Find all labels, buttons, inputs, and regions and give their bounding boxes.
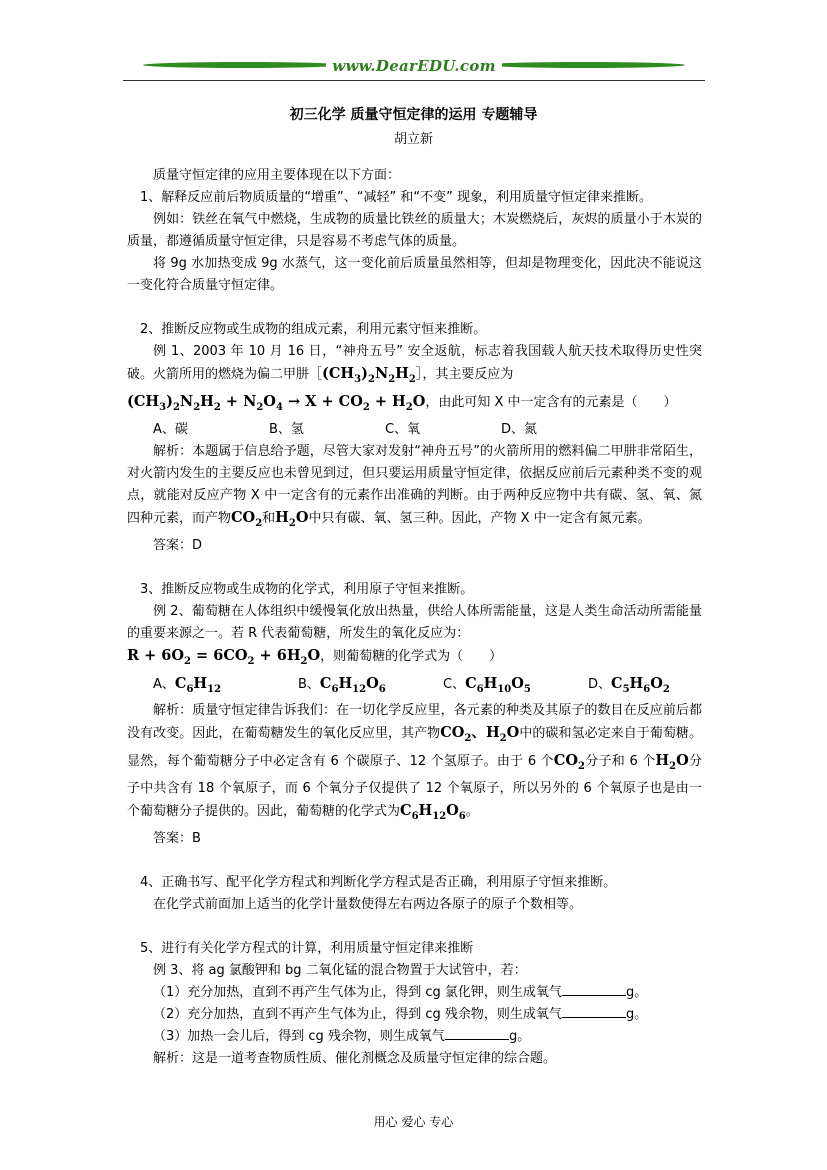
intro: 质量守恒定律的应用主要体现在以下方面： (153, 168, 401, 183)
section-3-heading: 3、推断反应物或生成物的化学式，利用原子守恒来推断。 (140, 581, 474, 597)
option-d: D、氮 (501, 421, 538, 437)
author: 胡立新 (393, 132, 433, 147)
section-3-options (127, 673, 702, 701)
document-body (127, 165, 702, 1070)
option-c: C、氧 (385, 421, 421, 437)
header-rule (123, 80, 705, 81)
page-footer: 用心 爱心 专心 (373, 1115, 454, 1129)
option-d: D、$C_5H_6O_2$ (588, 674, 670, 695)
option-a: A、$C_6H_{12}$ (153, 674, 222, 695)
option-b: B、氢 (269, 421, 304, 437)
formula-reaction-1: $(CH_3)_2N_2H_2 + N_2O_4 \to X + CO_2 + H_2O$ (127, 392, 426, 413)
section-3-example: 例 2、葡萄糖在人体组织中缓慢氧化放出热量，供给人体所需能量，这是人类生命活动所需能量的重要来源之一。若 R 代表葡萄糖，所发生的氧化反应为： $R + 6O_2 = 6CO_2 + 6H_2O$，则葡萄糖的化学式为（ ） (127, 603, 702, 667)
section-2-heading: 2、推断反应物或生成物的组成元素，利用元素守恒来推断。 (140, 322, 487, 337)
section-1-heading: 1、解释反应前后物质质量的“增重”、“减轻” 和“不变” 现象，利用质量守恒定律来推断。 (140, 190, 652, 205)
question-2: （2）充分加热，直到不再产生气体为止，得到 cg 残余物，则生成氧气 g。 (127, 1004, 702, 1026)
section-5-example: 例 3、将 ag 氯酸钾和 bg 二氧化锰的混合物置于大试管中，若： (153, 963, 527, 979)
answer-blank[interactable] (562, 1004, 626, 1018)
section-3-analysis: 解析：质量守恒定律告诉我们：在一切化学反应里，各元素的种类及其原子的数目在反应前后都没有改变。因此，在葡萄糖发生的氧化反应里，其产物$CO_2$、$H_2O$中的碳和氢必定来自于葡萄糖。显然，每个葡萄糖分子中必定含有 6 个碳原子、12 个氢原子。由于 6 个$CO_2$分子和 6 个$H_2O$分子中共含有 18 个氧原子，而 6 个氧分子仅提供了 12 个氧原子，所以另外的 6 个氧原子也是由一个葡萄糖分子提供的。因此，葡萄糖的化学式为$C_6H_{12}O_6$。 (127, 703, 702, 823)
brand-logo: www.DearEDU.com (123, 57, 705, 75)
question-1: （1）充分加热，直到不再产生气体为止，得到 cg 氯化钾，则生成氧气 g。 (127, 982, 702, 1004)
answer-blank[interactable] (562, 982, 626, 996)
option-b: B、$C_6H_{12}O_6$ (298, 674, 386, 695)
section-2-options (127, 419, 702, 441)
section-5-analysis: 解析：这是一道考查物质性质、催化剂概念及质量守恒定律的综合题。 (153, 1051, 557, 1067)
section-2-answer: 答案：D (153, 537, 203, 553)
section-1-example: 例如：铁丝在氧气中燃烧，生成物的质量比铁丝的质量大；木炭燃烧后，灰烬的质量小于木炭的质量，都遵循质量守恒定律，只是容易不考虑气体的质量。 (127, 212, 702, 249)
site-header (123, 52, 705, 82)
formula-dimethylhydrazine: $(CH_3)_2N_2H_2$ (322, 365, 416, 385)
section-2-analysis: 解析：本题属于信息给予题，尽管大家对发射“神舟五号”的火箭所用的燃料偏二甲肼非常陌生，对火箭内发生的主要反应也未曾见到过，但只要运用质量守恒定律，依据反应前后元素种类不变的观点，就能对反应产物 X 中一定含有的元素作出准确的判断。由于两种反应物中共有碳、氢、氧、氮四种元素，而产物$CO_2$和$H_2O$中只有碳、氧、氢三种。因此，产物 X 中一定含有氮元素。 (127, 443, 702, 529)
page-title: 初三化学 质量守恒定律的运用 专题辅导 (289, 107, 538, 123)
question-3: （3）加热一会儿后，得到 cg 残余物，则生成氧气 g。 (127, 1026, 702, 1048)
answer-blank[interactable] (445, 1026, 509, 1040)
section-3-answer: 答案：B (153, 831, 201, 847)
section-4-text: 在化学式前面加上适当的化学计量数使得左右两边各原子的原子个数相等。 (153, 897, 583, 913)
option-a: A、碳 (153, 421, 188, 437)
formula-reaction-2: $R + 6O_2 = 6CO_2 + 6H_2O$ (127, 646, 321, 667)
section-2-example: 例 1、2003 年 10 月 16 日，“神舟五号” 安全返航，标志着我国载人航天技术取得历史性突破。火箭所用的燃烧为偏二甲肼$[(CH_3)_2N_2H_2]$，其主要反应为 $(CH_3)_2N_2H_2 + N_2O_4 \to X + CO_2 + H_2O$，由此可知 X 中一定含有的元素是（ ） (127, 344, 702, 413)
section-5-heading: 5、进行有关化学方程式的计算，利用质量守恒定律来推断 (140, 941, 474, 957)
option-c: C、$C_6H_{10}O_5$ (443, 674, 531, 695)
section-4-heading: 4、正确书写、配平化学方程式和判断化学方程式是否正确，利用原子守恒来推断。 (140, 875, 617, 891)
section-1-note: 将 9g 水加热变成 9g 水蒸气，这一变化前后质量虽然相等，但却是物理变化，因此决不能说这一变化符合质量守恒定律。 (127, 256, 702, 293)
